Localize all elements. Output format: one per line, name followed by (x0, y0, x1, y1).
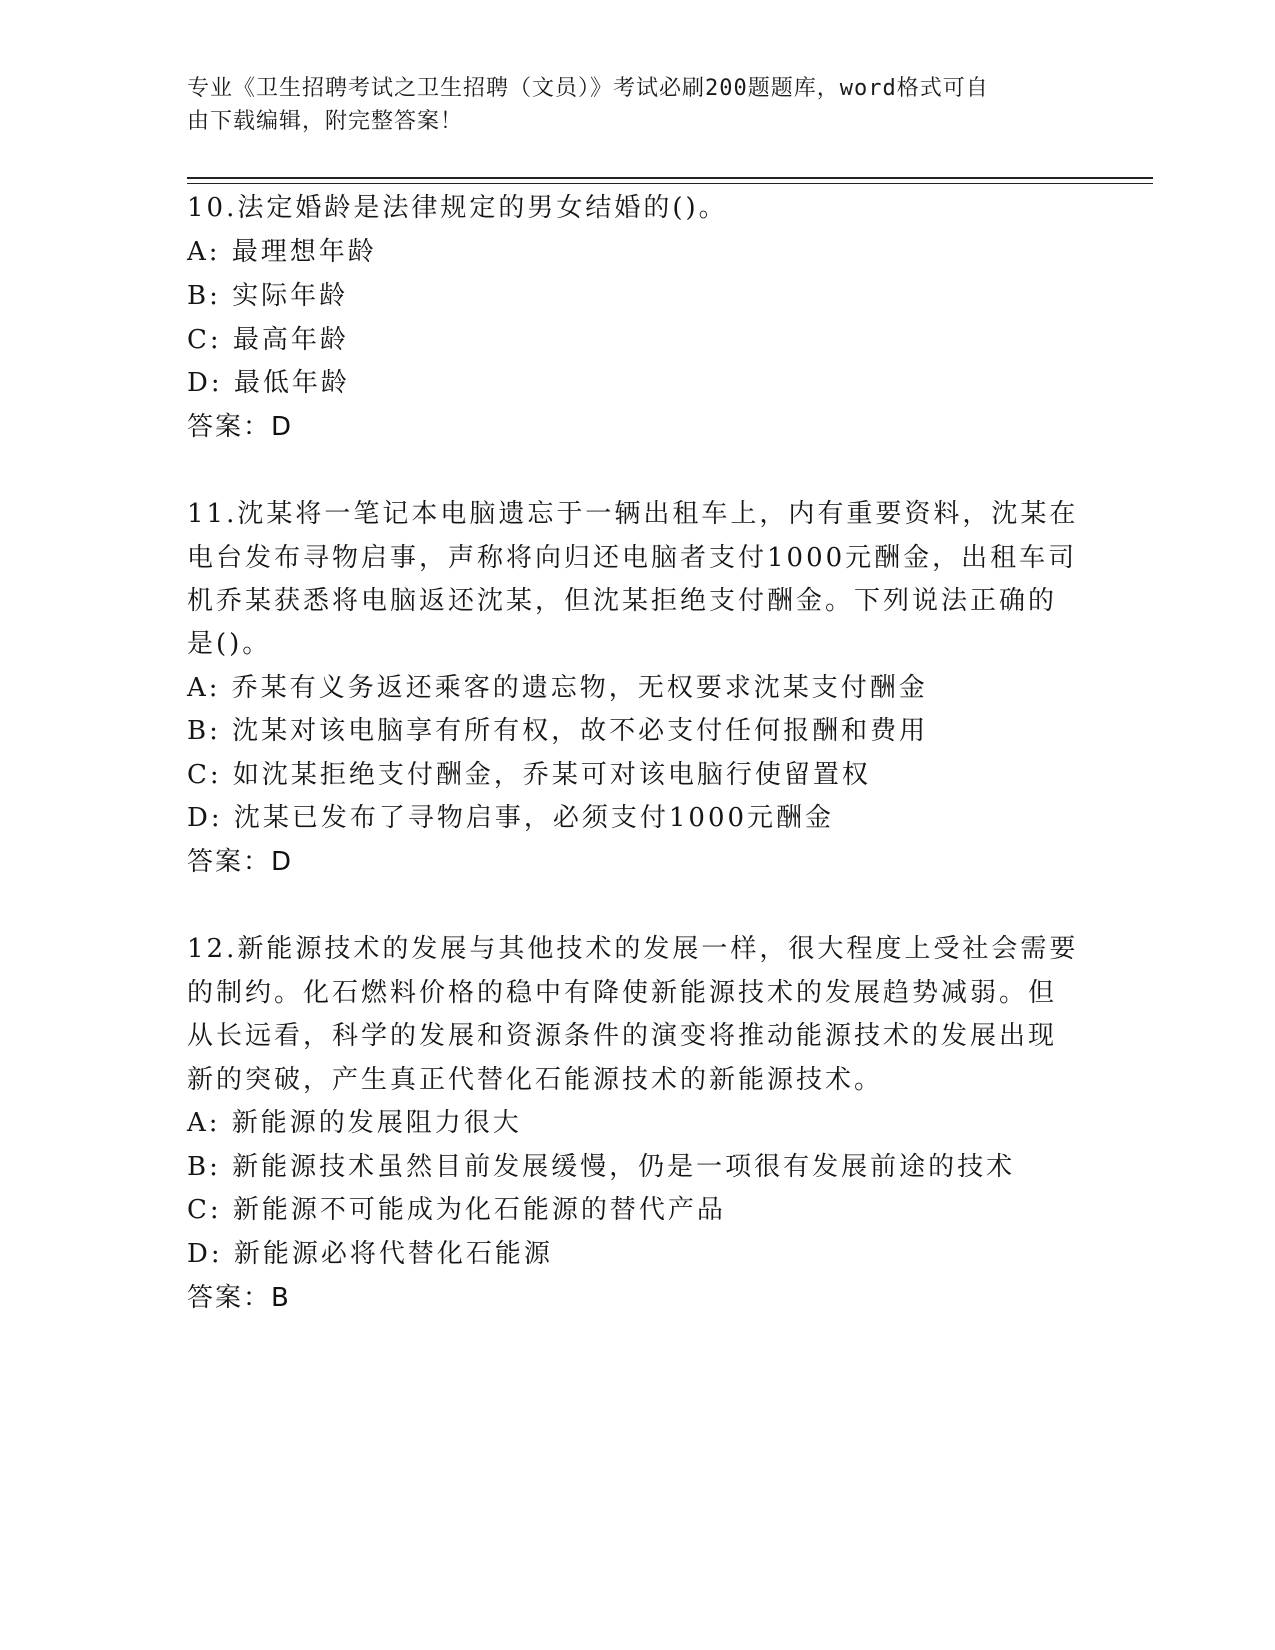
question-12-option-b: B: 新能源技术虽然目前发展缓慢，仍是一项很有发展前途的技术 (187, 1152, 1016, 1182)
question-12-option-c: C: 新能源不可能成为化石能源的替代产品 (187, 1195, 726, 1225)
question-11-option-a: A: 乔某有义务返还乘客的遗忘物，无权要求沈某支付酬金 (187, 673, 928, 703)
question-10-answer: 答案：D (187, 412, 294, 442)
header-divider-thick (187, 177, 1153, 179)
question-12-stem-line-2: 的制约。化石燃料价格的稳中有降使新能源技术的发展趋势减弱。但 (187, 978, 1058, 1008)
header-line-2: 由下载编辑，附完整答案！ (187, 109, 464, 134)
question-12-option-d: D: 新能源必将代替化石能源 (187, 1239, 553, 1269)
question-12-option-a: A: 新能源的发展阻力很大 (187, 1108, 522, 1138)
question-10-option-a: A: 最理想年龄 (187, 237, 377, 267)
question-10-stem-line-1: 10.法定婚龄是法律规定的男女结婚的()。 (187, 193, 728, 223)
question-11-option-b: B: 沈某对该电脑享有所有权，故不必支付任何报酬和费用 (187, 716, 929, 746)
question-10-option-d: D: 最低年龄 (187, 368, 350, 398)
question-12-answer: 答案：B (187, 1283, 291, 1313)
question-10-option-c: C: 最高年龄 (187, 325, 349, 355)
header-line-1: 专业《卫生招聘考试之卫生招聘（文员）》考试必刷200题题库，word格式可自 (187, 76, 989, 101)
document-header (187, 72, 1067, 138)
question-11-option-d: D: 沈某已发布了寻物启事，必须支付1000元酬金 (187, 803, 835, 833)
question-11-stem-line-4: 是()。 (187, 629, 272, 659)
question-12-stem-line-1: 12.新能源技术的发展与其他技术的发展一样，很大程度上受社会需要 (187, 934, 1079, 964)
header-divider-thin (187, 183, 1153, 184)
question-11-option-c: C: 如沈某拒绝支付酬金，乔某可对该电脑行使留置权 (187, 760, 871, 790)
question-10-option-b: B: 实际年龄 (187, 281, 349, 311)
question-11-stem-line-1: 11.沈某将一笔记本电脑遗忘于一辆出租车上，内有重要资料，沈某在 (187, 499, 1079, 529)
question-11-stem-line-3: 机乔某获悉将电脑返还沈某，但沈某拒绝支付酬金。下列说法正确的 (187, 586, 1058, 616)
question-12-stem-line-4: 新的突破，产生真正代替化石能源技术的新能源技术。 (187, 1065, 884, 1095)
question-11-answer: 答案：D (187, 847, 294, 877)
question-11-stem-line-2: 电台发布寻物启事，声称将向归还电脑者支付1000元酬金，出租车司 (187, 543, 1078, 573)
question-12-stem-line-3: 从长远看，科学的发展和资源条件的演变将推动能源技术的发展出现 (187, 1021, 1058, 1051)
